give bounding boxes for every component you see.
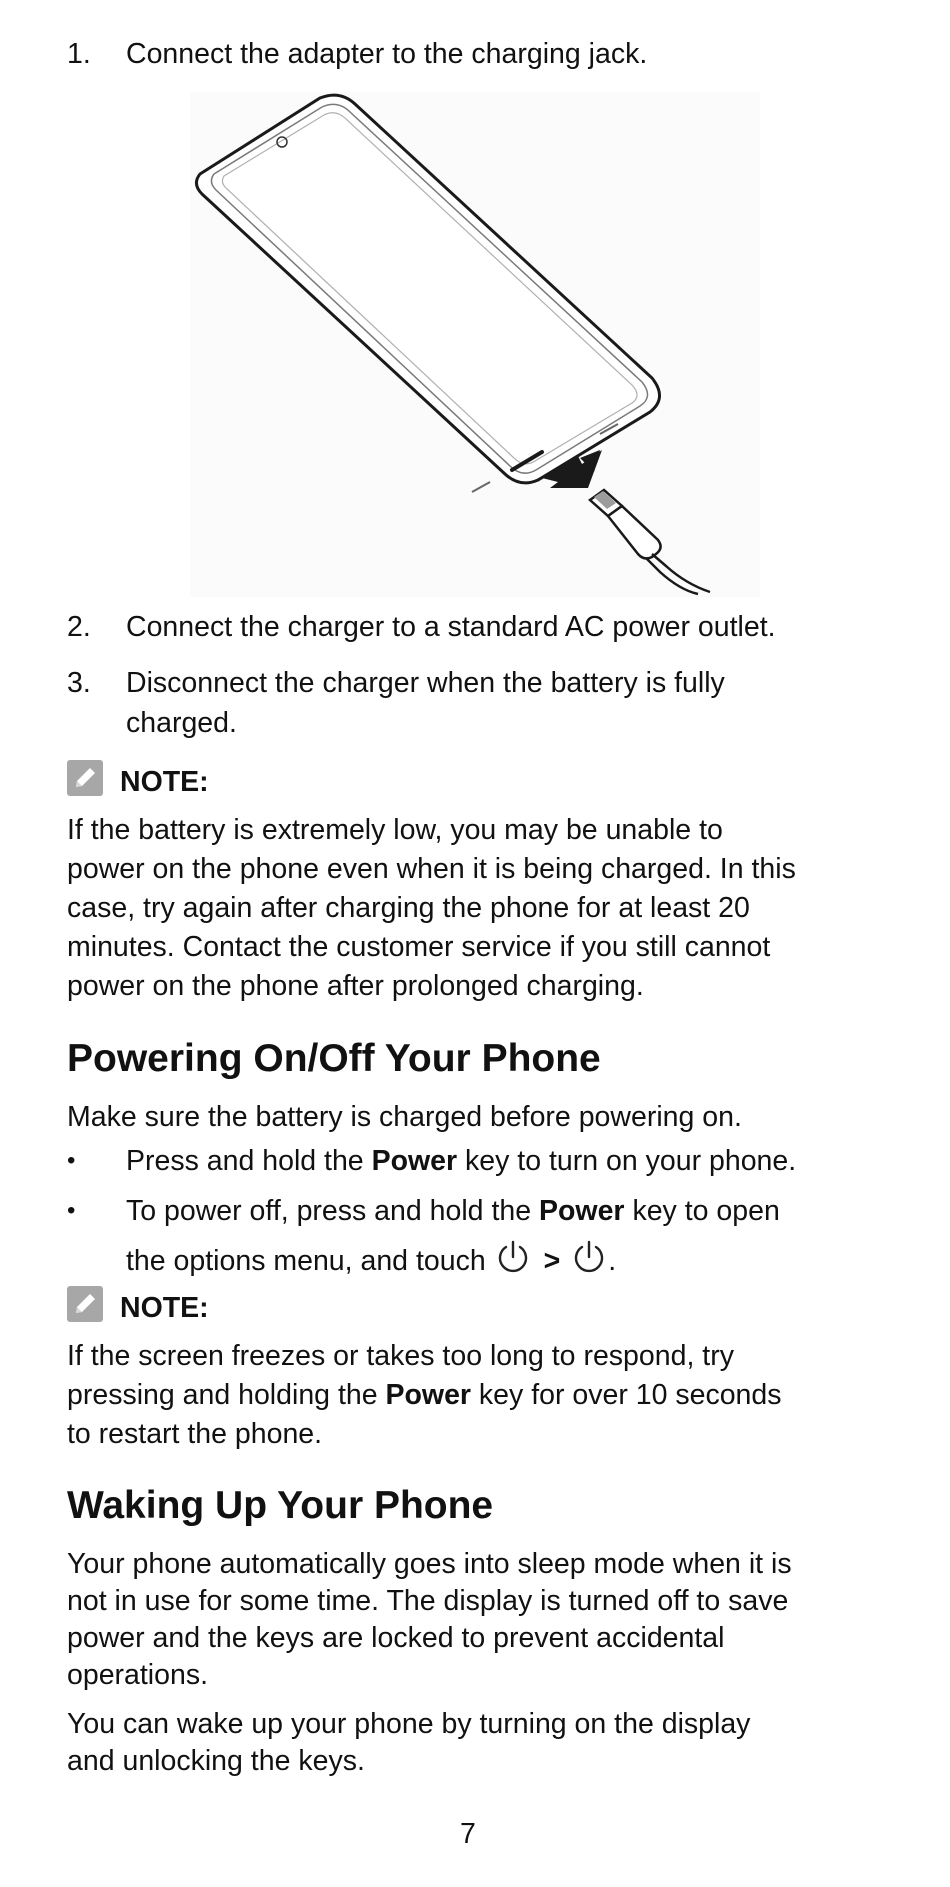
note-1-line-5: power on the phone after prolonged charging. bbox=[67, 970, 644, 1002]
phone-charging-illustration bbox=[190, 92, 760, 597]
step-3-text-line1: Disconnect the charger when the battery is fully bbox=[126, 667, 725, 699]
note-2-line-1: If the screen freezes or takes too long to respond, try bbox=[67, 1340, 734, 1372]
note-pencil-icon bbox=[67, 760, 103, 796]
section-heading-power: Powering On/Off Your Phone bbox=[67, 1037, 601, 1080]
power-bullet-2-line1: To power off, press and hold the Power key to open bbox=[126, 1195, 780, 1227]
note-1-line-3: case, try again after charging the phone for at least 20 bbox=[67, 892, 750, 924]
note-pencil-icon bbox=[67, 1286, 103, 1322]
wake-para-2-line-2: and unlocking the keys. bbox=[67, 1745, 365, 1777]
step-1-text: Connect the adapter to the charging jack. bbox=[126, 38, 648, 70]
power-bullet-1: Press and hold the Power key to turn on your phone. bbox=[126, 1145, 797, 1177]
note-1-line-4: minutes. Contact the customer service if you still cannot bbox=[67, 931, 771, 963]
step-2-number: 2. bbox=[67, 611, 91, 643]
power-bullet-2-line2: the options menu, and touch > . bbox=[126, 1238, 616, 1280]
wake-para-1-line-2: not in use for some time. The display is turned off to save bbox=[67, 1585, 789, 1617]
note-1-line-2: power on the phone even when it is being charged. In this bbox=[67, 853, 796, 885]
wake-para-1-line-3: power and the keys are locked to prevent accidental bbox=[67, 1622, 725, 1654]
power-intro: Make sure the battery is charged before powering on. bbox=[67, 1101, 742, 1133]
wake-para-1-line-4: operations. bbox=[67, 1659, 209, 1691]
page-number: 7 bbox=[460, 1818, 476, 1850]
step-3-number: 3. bbox=[67, 667, 91, 699]
note-1-line-1: If the battery is extremely low, you may be unable to bbox=[67, 814, 723, 846]
bullet-marker: • bbox=[67, 1197, 76, 1224]
note-label: NOTE: bbox=[120, 1292, 209, 1324]
power-icon bbox=[570, 1238, 608, 1276]
bullet-marker: • bbox=[67, 1147, 76, 1174]
step-2-text: Connect the charger to a standard AC power outlet. bbox=[126, 611, 776, 643]
note-2-line-2: pressing and holding the Power key for over 10 seconds bbox=[67, 1379, 782, 1411]
step-3-text-line2: charged. bbox=[126, 707, 237, 739]
wake-para-2-line-1: You can wake up your phone by turning on the display bbox=[67, 1708, 751, 1740]
note-label: NOTE: bbox=[120, 766, 209, 798]
power-icon bbox=[494, 1238, 532, 1276]
step-1-number: 1. bbox=[67, 38, 91, 70]
note-2-line-3: to restart the phone. bbox=[67, 1418, 323, 1450]
wake-para-1-line-1: Your phone automatically goes into sleep mode when it is bbox=[67, 1548, 792, 1580]
section-heading-wake: Waking Up Your Phone bbox=[67, 1484, 494, 1527]
